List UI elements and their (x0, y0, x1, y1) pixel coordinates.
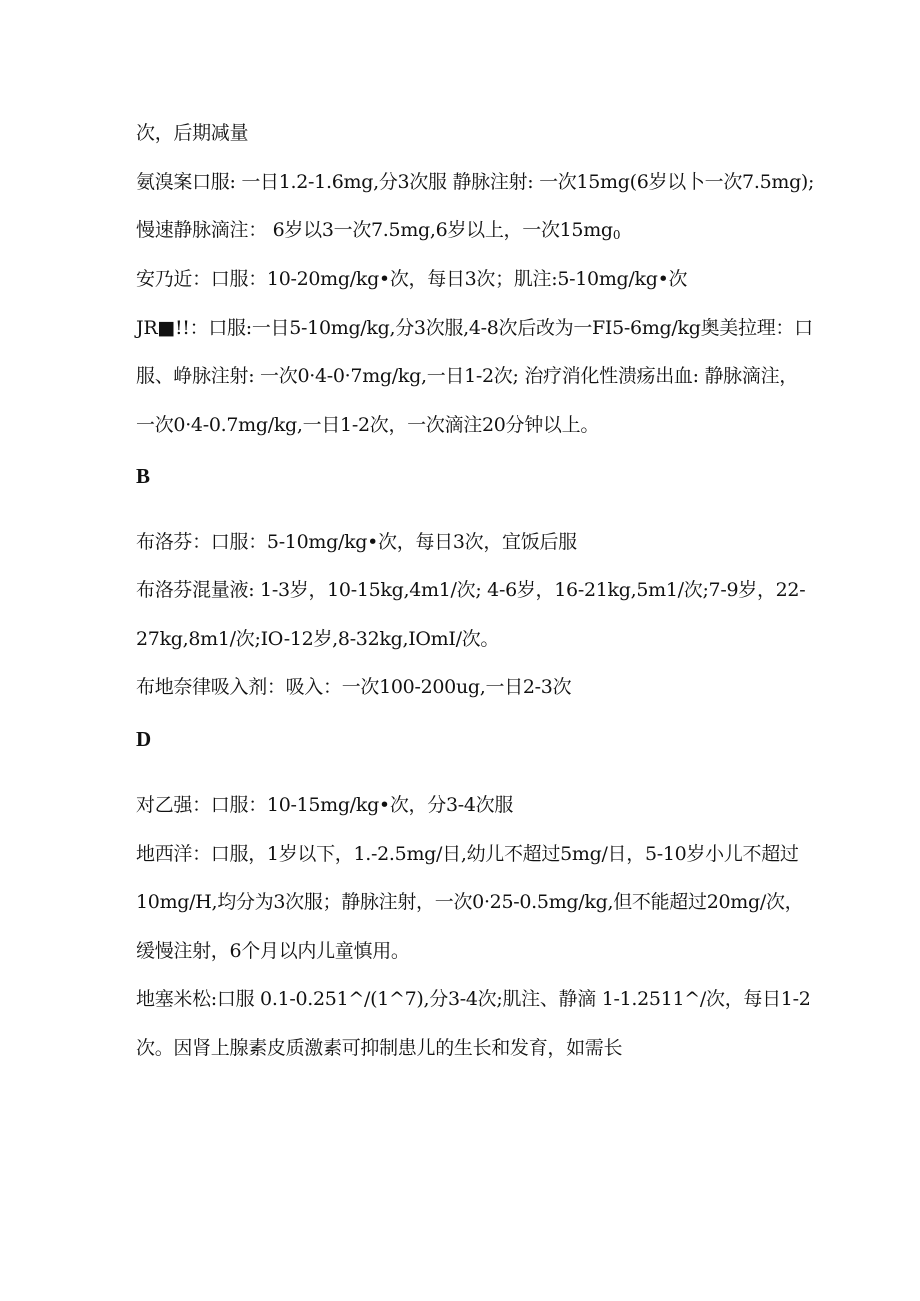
text-line-main: 慢速静脉滴注： 6岁以3一次7.5mg,6岁以上，一次15mg (136, 219, 613, 241)
section-heading-d: D (136, 727, 152, 751)
subscript-zero: 0 (612, 228, 621, 242)
text-line: 布地奈律吸入剂：吸入：一次100-200ug,一日2-3次 (136, 676, 572, 698)
text-line: 对乙强：口服：10-15mg/kg•次，分3-4次服 (136, 794, 514, 816)
text-line: 安乃近：口服：10-20mg/kg•次，每日3次；肌注:5-10mg/kg•次 (136, 268, 688, 290)
text-line: 缓慢注射，6个月以内儿童慎用。 (136, 940, 410, 962)
text-line: 次。因肾上腺素皮质激素可抑制患儿的生长和发育，如需长 (136, 1037, 623, 1059)
text-line: 布洛芬混量液: 1-3岁，10-15kg,4m1∕次; 4-6岁，16-21kg,5m1∕次;7-9岁，22- (136, 579, 806, 601)
text-line: JR■!!：口服:一日5-10mg/kg,分3次服,4-8次后改为一FI5-6mg/kg奥美拉理：口 (136, 317, 813, 339)
text-line: 服、峥脉注射: 一次0·4-0·7mg/kg,一日1-2次; 治疗消化性溃疡出血: 静脉滴注， (136, 365, 798, 387)
text-line: 地塞米松:口服 0.1-0.251^/(1^7),分3-4次;肌注、静滴 1-1.2511^/次，每日1-2 (136, 988, 811, 1010)
text-line: 地西洋：口服，1岁以下，1.-2.5mg/日,幼儿不超过5mg/日，5-10岁小儿不超过 (136, 843, 799, 865)
text-line: 10mg/H,均分为3次服；静脉注射，一次0·25-0.5mg/kg,但不能超过20mg/次， (136, 891, 804, 913)
text-line: 布洛芬：口服：5-10mg/kg•次，每日3次，宜饭后服 (136, 531, 577, 553)
text-line: 氨溴案口服: 一日1.2-1.6mg,分3次服 静脉注射: 一次15mg(6岁以卜一次7.5mg); (136, 171, 815, 193)
text-line: 次，后期减量 (136, 122, 249, 144)
text-line: 27kg,8m1∕次;IO-12岁,8-32kg,IOmI/次。 (136, 628, 500, 650)
section-heading-b: B (136, 464, 151, 488)
text-line: 一次0·4-0.7mg/kg,一日1-2次，一次滴注20分钟以上。 (136, 414, 600, 436)
text-line (136, 218, 796, 247)
